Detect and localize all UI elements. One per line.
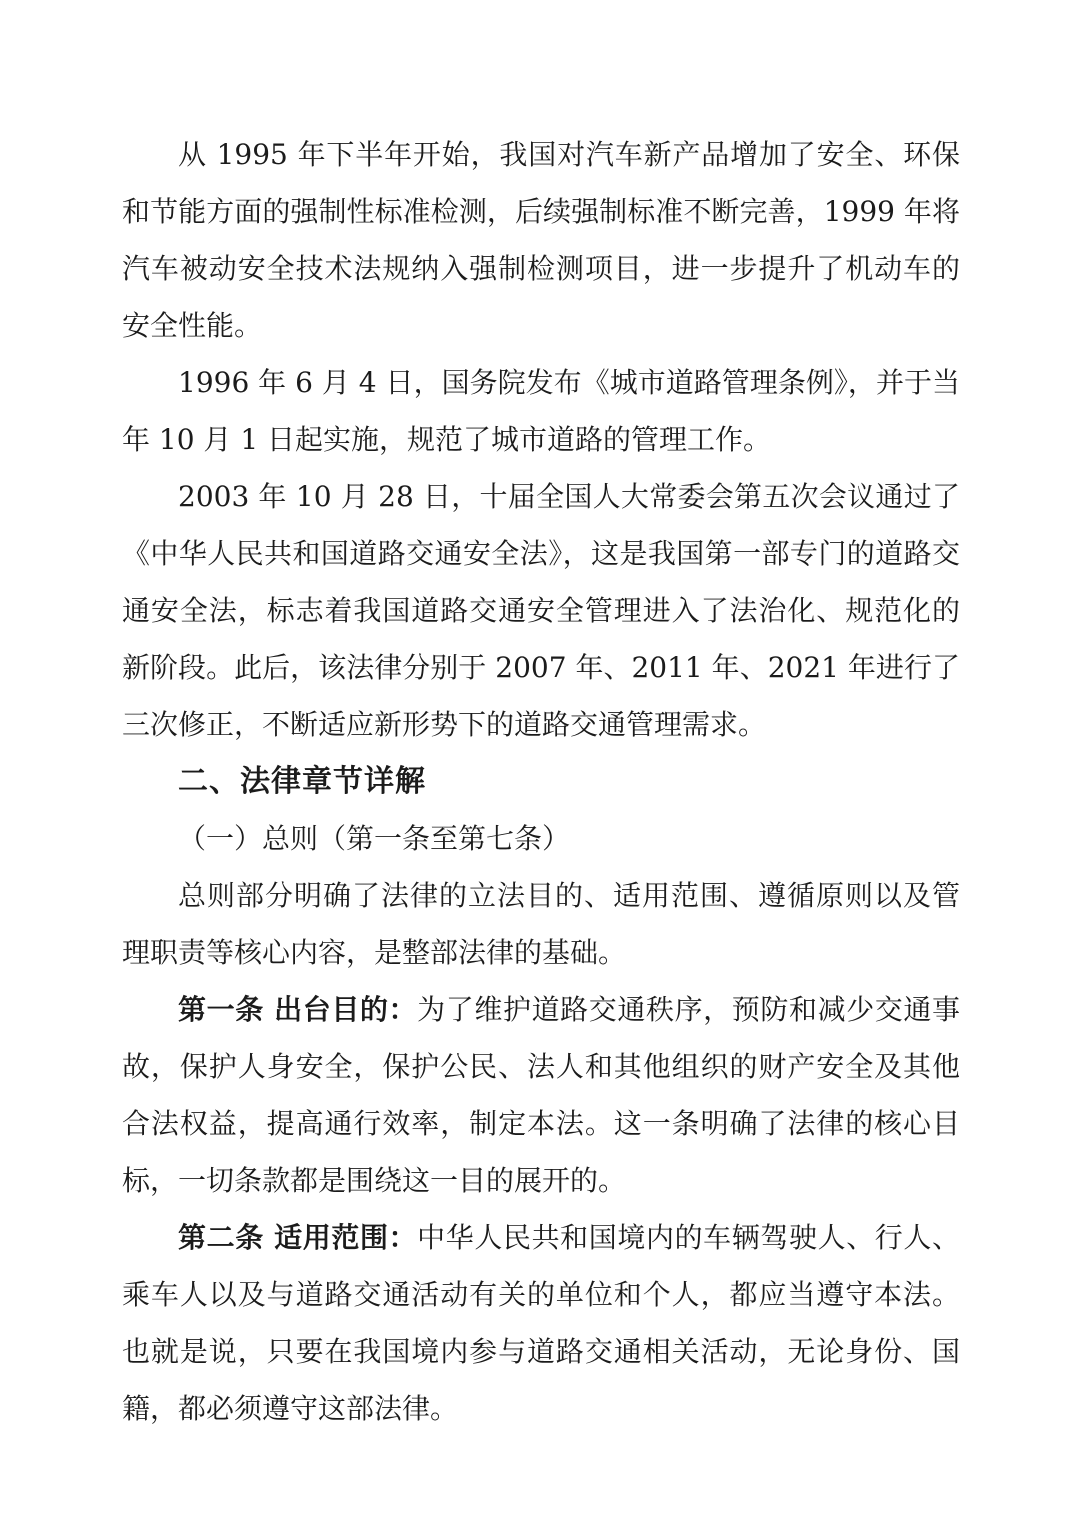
paragraph-article-1: [122, 981, 960, 1209]
paragraph-history-1995: 从 1995 年下半年开始，我国对汽车新产品增加了安全、环保和节能方面的强制性标准检测，后续强制标准不断完善，1999 年将汽车被动安全技术法规纳入强制检测项目，进一步提升了机动车的安全性能。: [122, 138, 960, 342]
paragraph-article-2: [122, 1209, 960, 1437]
article-2-text: 中华人民共和国境内的车辆驾驶人、行人、乘车人以及与道路交通活动有关的单位和个人，都应当遵守本法。也就是说，只要在我国境内参与道路交通相关活动，无论身份、国籍，都必须遵守这部法律。: [122, 1221, 960, 1425]
article-2-label: 第二条 适用范围：: [178, 1221, 418, 1254]
subsection-heading-general-provisions: （一）总则（第一条至第七条）: [178, 822, 571, 855]
paragraph-history-1996: 1996 年 6 月 4 日，国务院发布《城市道路管理条例》，并于当年 10 月 1 日起实施，规范了城市道路的管理工作。: [122, 366, 960, 456]
paragraph-history-2003: 2003 年 10 月 28 日，十届全国人大常委会第五次会议通过了《中华人民共和国道路交通安全法》，这是我国第一部专门的道路交通安全法，标志着我国道路交通安全管理进入了法治化、规范化的新阶段。此后，该法律分别于 2007 年、2011 年、2021 年进行了三次修正，不断适应新形势下的道路交通管理需求。: [122, 480, 960, 741]
section-heading-chapter-details: 二、法律章节详解: [178, 764, 426, 799]
document-body: [122, 126, 960, 1437]
paragraph-general-provisions-intro: 总则部分明确了法律的立法目的、适用范围、遵循原则以及管理职责等核心内容，是整部法律的基础。: [122, 879, 960, 969]
article-1-text: 为了维护道路交通秩序，预防和减少交通事故，保护人身安全，保护公民、法人和其他组织的财产安全及其他合法权益，提高通行效率，制定本法。这一条明确了法律的核心目标，一切条款都是围绕这一目的展开的。: [122, 993, 960, 1197]
article-1-label: 第一条 出台目的：: [178, 993, 418, 1026]
